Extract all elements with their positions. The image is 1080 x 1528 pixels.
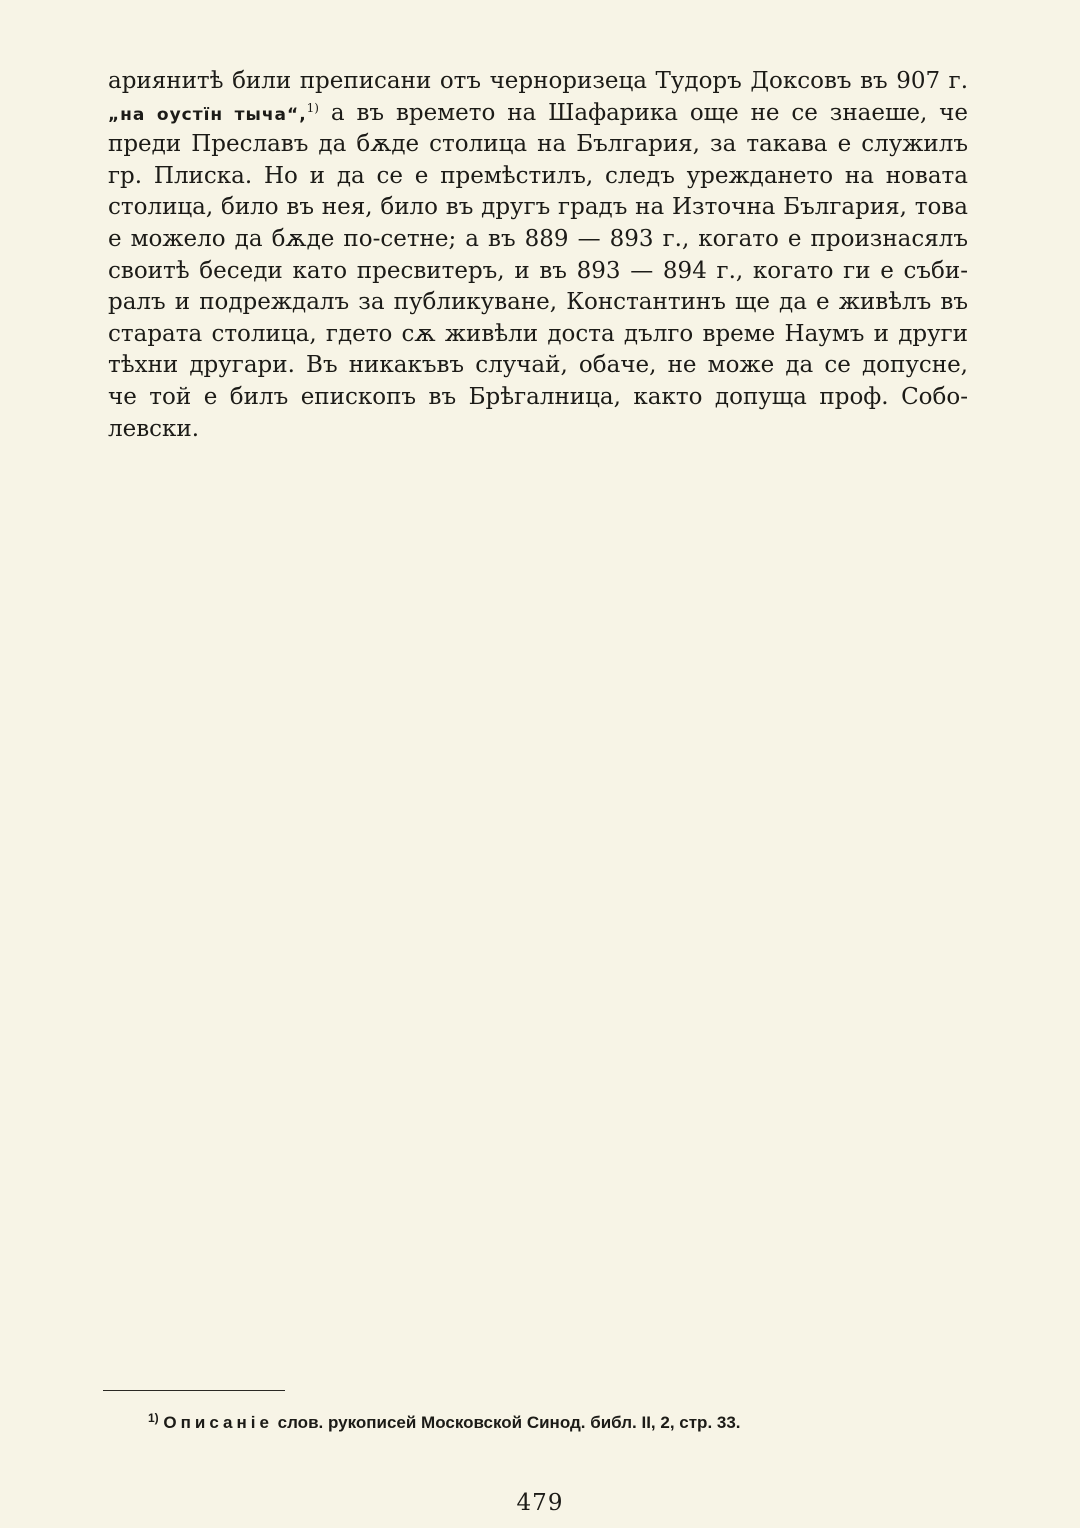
text-line-2: [108, 98, 968, 130]
text-line-4: гр. Плиска. Но и да се е премѣстилъ, следъ уреждането на новата: [108, 162, 968, 189]
footnote: [148, 1413, 741, 1433]
text-line-9: старата столица, гдето сѫ живѣли доста дълго време Наумъ и други: [108, 320, 968, 347]
text-line-3: преди Преславъ да бѫде столица на България, за такава е служилъ: [108, 131, 968, 158]
main-text: [108, 66, 968, 445]
footnote-spaced-word: Описаніе: [163, 1413, 273, 1432]
text-line-6: е можело да бѫде по-сетне; а въ 889 — 893 г., когато е произнасялъ: [108, 225, 968, 252]
footnote-reference: 1): [306, 100, 319, 115]
church-slavonic-quote: „на оустїн тыча“,: [108, 104, 307, 125]
text-line-8: ралъ и подреждалъ за публикуване, Константинъ ще да е живѣлъ въ: [108, 289, 968, 316]
footnote-text: слов. рукописей Московской Синод. библ. II, 2, стр. 33.: [277, 1413, 741, 1432]
page-number: 479: [516, 1490, 564, 1516]
text-line-1: ариянитѣ били преписани отъ черноризеца Тудоръ Доксовъ въ 907 г.: [108, 68, 968, 94]
text-line-2-rest: а въ времето на Шафарика още не се знаеше, че: [330, 99, 968, 126]
text-line-11: че той е билъ епископъ въ Брѣгалница, както допуща проф. Собо-: [108, 383, 968, 410]
footnote-divider: [103, 1390, 285, 1391]
text-line-5: столица, било въ нея, било въ другъ градъ на Източна България, това: [108, 194, 968, 221]
text-line-10: тѣхни другари. Въ никакъвъ случай, обаче, не може да се допусне,: [108, 352, 968, 379]
text-line-7: своитѣ беседи като пресвитеръ, и въ 893 — 894 г., когато ги е съби-: [108, 257, 968, 284]
footnote-mark: 1): [148, 1411, 159, 1425]
text-line-12: левски.: [108, 415, 200, 442]
